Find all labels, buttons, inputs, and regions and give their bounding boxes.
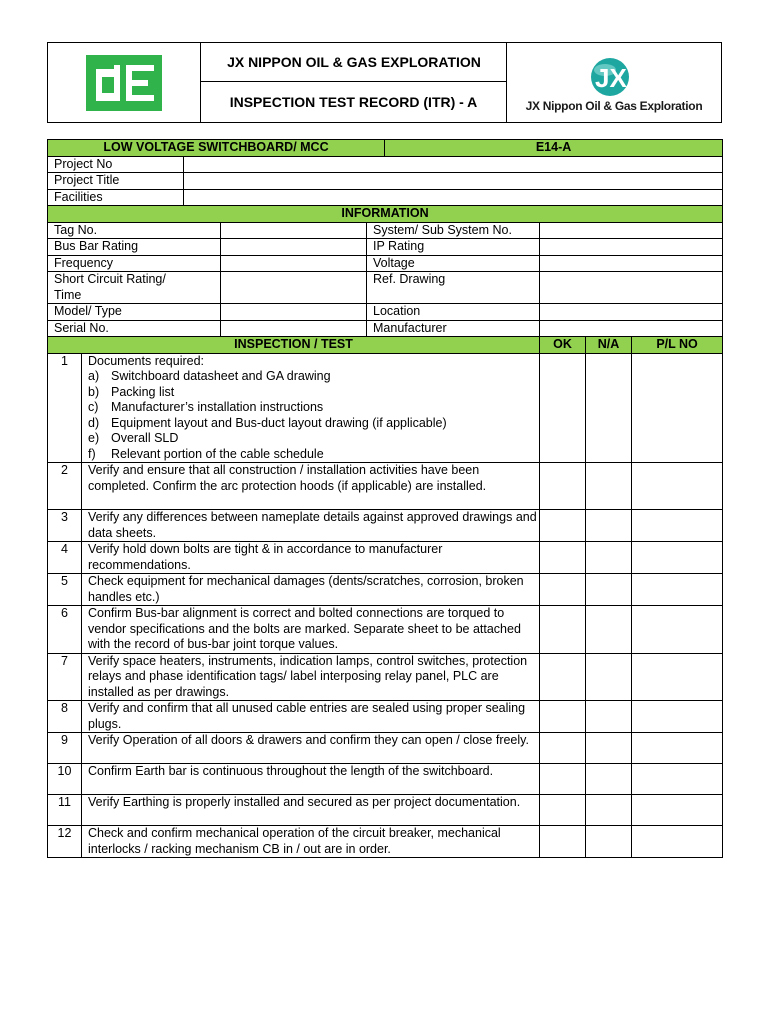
ok-checkbox-cell[interactable]	[540, 574, 586, 606]
inspection-item	[48, 701, 723, 733]
ok-checkbox-cell[interactable]	[540, 764, 586, 795]
pl-no-field[interactable]	[632, 542, 723, 574]
facilities-label: Facilities	[48, 189, 184, 206]
info-row	[48, 239, 723, 256]
inspection-item	[48, 574, 723, 606]
na-checkbox-cell[interactable]	[586, 574, 632, 606]
na-checkbox-cell[interactable]	[586, 463, 632, 510]
project-no-label: Project No	[48, 156, 184, 173]
info-label: Tag No.	[48, 222, 221, 239]
item-letter: c)	[88, 400, 99, 414]
dc-logo	[86, 55, 162, 111]
pl-no-field[interactable]	[632, 653, 723, 701]
na-checkbox-cell[interactable]	[586, 353, 632, 463]
item-subtext: Equipment layout and Bus-duct layout drawing (if applicable)	[111, 415, 447, 430]
item-text: Verify Earthing is properly installed and secured as per project documentation.	[82, 795, 540, 826]
ok-checkbox-cell[interactable]	[540, 826, 586, 858]
item-text: Confirm Bus-bar alignment is correct and bolted connections are torqued to vendor specifications and the bolts are marked. Separate sheet to be attached with the record of bus-bar joint torque values.	[82, 606, 540, 654]
item-text: Verify and confirm that all unused cable entries are sealed using proper sealing plugs.	[82, 701, 540, 733]
na-checkbox-cell[interactable]	[586, 826, 632, 858]
pl-no-field[interactable]	[632, 826, 723, 858]
ok-checkbox-cell[interactable]	[540, 353, 586, 463]
equipment-title: LOW VOLTAGE SWITCHBOARD/ MCC	[48, 140, 385, 157]
item-number: 11	[48, 795, 82, 826]
inspection-item	[48, 795, 723, 826]
item-number: 12	[48, 826, 82, 858]
item-text	[82, 353, 540, 463]
inspection-item	[48, 353, 723, 463]
info-label: Manufacturer	[367, 320, 540, 337]
item-text: Check and confirm mechanical operation of the circuit breaker, mechanical interlocks / racking mechanism CB in / out are in order.	[82, 826, 540, 858]
info-row	[48, 320, 723, 337]
item-subtext: Packing list	[111, 384, 175, 399]
info-value-field[interactable]	[540, 222, 723, 239]
item-text: Verify and ensure that all construction / installation activities have been completed. Confirm the arc protection hoods (if applicable) are installed.	[82, 463, 540, 510]
na-checkbox-cell[interactable]	[586, 606, 632, 654]
item-subtext: Switchboard datasheet and GA drawing	[111, 369, 331, 383]
document-list-item	[88, 431, 539, 447]
itr-form	[47, 139, 723, 858]
record-title: INSPECTION TEST RECORD (ITR) - A	[229, 94, 478, 110]
document-header	[47, 42, 722, 123]
pl-no-field[interactable]	[632, 606, 723, 654]
pl-no-field[interactable]	[632, 733, 723, 764]
inspection-item	[48, 606, 723, 654]
inspection-item	[48, 653, 723, 701]
document-list-item	[88, 369, 539, 385]
inspection-heading: INSPECTION / TEST	[48, 337, 540, 354]
inspection-item	[48, 764, 723, 795]
info-label: Location	[367, 304, 540, 321]
jx-logo	[586, 57, 642, 97]
column-header-pl-no: P/L NO	[632, 337, 723, 354]
info-label: Voltage	[367, 255, 540, 272]
na-checkbox-cell[interactable]	[586, 701, 632, 733]
item-text: Confirm Earth bar is continuous throughout the length of the switchboard.	[82, 764, 540, 795]
inspection-item	[48, 463, 723, 510]
info-value-field[interactable]	[221, 304, 367, 321]
item-title: Documents required:	[88, 353, 205, 368]
item-letter: e)	[88, 431, 100, 445]
info-row	[48, 304, 723, 321]
info-value-field[interactable]	[540, 255, 723, 272]
inspection-item	[48, 733, 723, 764]
info-row	[48, 272, 723, 304]
ok-checkbox-cell[interactable]	[540, 606, 586, 654]
document-list-item	[88, 385, 539, 401]
item-subtext: Relevant portion of the cable schedule	[111, 446, 324, 461]
header-titles	[201, 43, 507, 123]
item-number: 9	[48, 733, 82, 764]
info-label: Short Circuit Rating/ Time	[48, 272, 221, 304]
ok-checkbox-cell[interactable]	[540, 733, 586, 764]
facilities-field[interactable]	[184, 189, 723, 206]
item-text: Verify any differences between nameplate details against approved drawings and data sheets.	[82, 510, 540, 542]
info-value-field[interactable]	[221, 272, 367, 304]
information-heading: INFORMATION	[48, 206, 723, 223]
ok-checkbox-cell[interactable]	[540, 463, 586, 510]
na-checkbox-cell[interactable]	[586, 733, 632, 764]
item-letter: a)	[88, 369, 100, 383]
document-list-item	[88, 447, 539, 463]
info-label: Bus Bar Rating	[48, 239, 221, 256]
document-list-item	[88, 416, 539, 432]
na-checkbox-cell[interactable]	[586, 795, 632, 826]
info-label: System/ Sub System No.	[367, 222, 540, 239]
item-text: Check equipment for mechanical damages (dents/scratches, corrosion, broken handles etc.)	[82, 574, 540, 606]
item-letter: d)	[88, 415, 100, 430]
item-number: 5	[48, 574, 82, 606]
form-code: E14-A	[385, 140, 723, 157]
na-checkbox-cell[interactable]	[586, 542, 632, 574]
project-title-field[interactable]	[184, 173, 723, 190]
info-value-field[interactable]	[221, 320, 367, 337]
dc-logo-mark-icon	[86, 55, 162, 111]
info-value-field[interactable]	[540, 304, 723, 321]
info-value-field[interactable]	[540, 320, 723, 337]
info-value-field[interactable]	[540, 239, 723, 256]
info-label: Ref. Drawing	[367, 272, 540, 304]
info-label: Frequency	[48, 255, 221, 272]
pl-no-field[interactable]	[632, 701, 723, 733]
info-row	[48, 255, 723, 272]
pl-no-field[interactable]	[632, 795, 723, 826]
item-subtext: Overall SLD	[111, 431, 179, 445]
document-list-item	[88, 400, 539, 416]
pl-no-field[interactable]	[632, 463, 723, 510]
jx-company-name: JX Nippon Oil & Gas Exploration	[525, 98, 703, 113]
logo-cell	[48, 43, 201, 123]
info-row	[48, 222, 723, 239]
info-label: IP Rating	[367, 239, 540, 256]
item-number: 1	[48, 353, 82, 463]
info-label: Serial No.	[48, 320, 221, 337]
item-number: 3	[48, 510, 82, 542]
item-text: Verify hold down bolts are tight & in accordance to manufacturer recommendations.	[82, 542, 540, 574]
item-subtext: Manufacturer’s installation instructions	[111, 400, 324, 414]
jx-logo-letters: JX	[595, 62, 627, 93]
inspection-item	[48, 542, 723, 574]
project-no-field[interactable]	[184, 156, 723, 173]
item-number: 6	[48, 606, 82, 654]
pl-no-field[interactable]	[632, 510, 723, 542]
ok-checkbox-cell[interactable]	[540, 701, 586, 733]
pl-no-field[interactable]	[632, 764, 723, 795]
column-header-ok: OK	[540, 337, 586, 354]
ok-checkbox-cell[interactable]	[540, 542, 586, 574]
item-text: Verify Operation of all doors & drawers and confirm they can open / close freely.	[82, 733, 540, 764]
item-text: Verify space heaters, instruments, indication lamps, control switches, protection relays and phase identification tags/ label interposing relay panel, PLC are installed as per drawings.	[82, 653, 540, 701]
document-list	[88, 369, 539, 462]
ok-checkbox-cell[interactable]	[540, 795, 586, 826]
project-title-label: Project Title	[48, 173, 184, 190]
item-letter: b)	[88, 384, 100, 399]
pl-no-field[interactable]	[632, 574, 723, 606]
ok-checkbox-cell[interactable]	[540, 510, 586, 542]
jx-globe-icon	[586, 57, 642, 97]
na-checkbox-cell[interactable]	[586, 764, 632, 795]
na-checkbox-cell[interactable]	[586, 510, 632, 542]
company-title: JX NIPPON OIL & GAS EXPLORATION	[201, 43, 507, 82]
item-number: 8	[48, 701, 82, 733]
item-number: 2	[48, 463, 82, 510]
info-value-field[interactable]	[221, 239, 367, 256]
info-value-field[interactable]	[221, 255, 367, 272]
inspection-item	[48, 510, 723, 542]
item-number: 4	[48, 542, 82, 574]
column-header-na: N/A	[586, 337, 632, 354]
info-value-field[interactable]	[221, 222, 367, 239]
ok-checkbox-cell[interactable]	[540, 653, 586, 701]
jx-logo-cell	[507, 43, 722, 123]
item-number: 10	[48, 764, 82, 795]
na-checkbox-cell[interactable]	[586, 653, 632, 701]
item-letter: f)	[88, 446, 96, 461]
pl-no-field[interactable]	[632, 353, 723, 463]
inspection-item	[48, 826, 723, 858]
info-value-field[interactable]	[540, 272, 723, 304]
item-number: 7	[48, 653, 82, 701]
info-label: Model/ Type	[48, 304, 221, 321]
